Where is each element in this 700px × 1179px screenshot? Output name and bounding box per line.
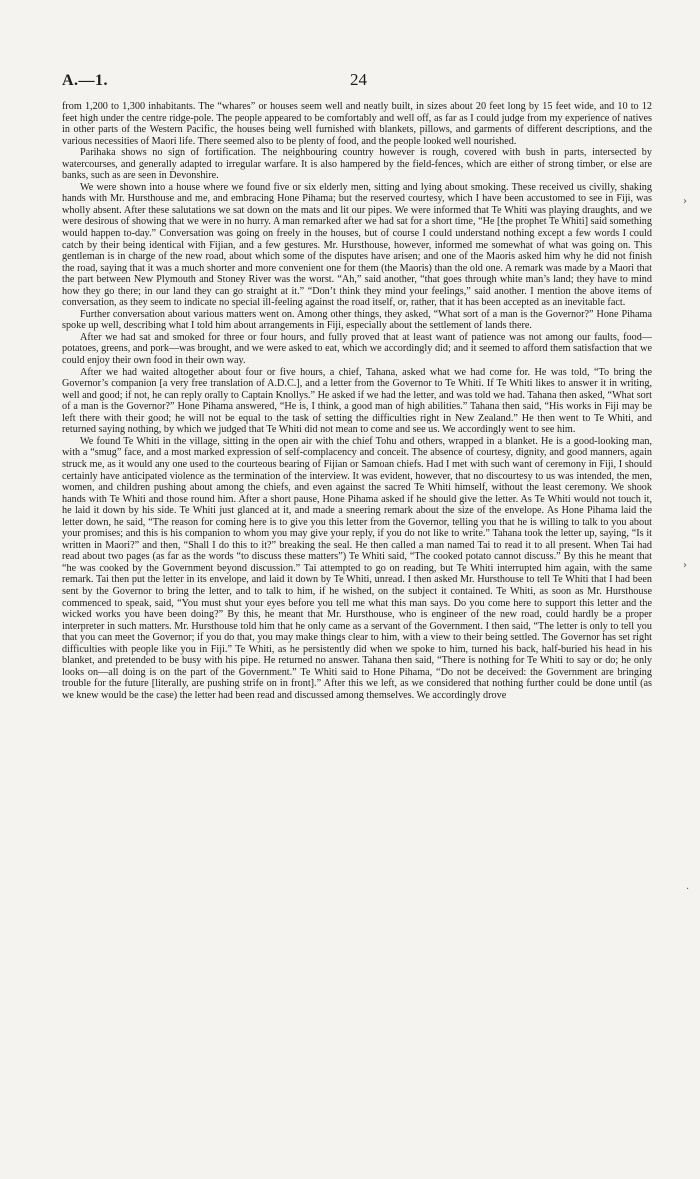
document-body: [62, 101, 652, 701]
paragraph-3: We were shown into a house where we found five or six elderly men, sitting and lying about smoking. These received us civilly, shaking hands with Mr. Hursthouse and me, and embracing Hone Pihama; but the reserved courtesy, which I have been accustomed to see in Fiji, was wholly absent. After these salutations we sat down on the mats and lit our pipes. We were informed that Te Whiti was playing draughts, and we were desirous of showing that we were in no hurry. A man remarked after we had sat for a short time, “He [the prophet Te Whiti] said something would happen to-day.” Conversation was going on freely in the houses, but of course I could understand nothing except a few words I could catch by their being identical with Fijian, and a few gestures. Mr. Hursthouse, however, informed me somewhat of what was going on. This gentleman is in charge of the new road, about which some of the disputes have arisen; and one of the Maoris asked him why he did not finish the road, saying that it was a much shorter and more convenient one for them (the Maoris) than the old one. A remark was made by a Maori that the part between New Plymouth and Stoney River was the worst. “Ah,” said another, “that goes through white man’s land; they have to mind how they go there; in our land they can go straight at it.” “Don’t think they mind your feelings,” said another. I mention the above items of conversation, as they seem to indicate no special ill-feeling against the road itself, or, rather, that it has been accepted as an inevitable fact.: [62, 181, 652, 309]
margin-tick-mark: ›: [683, 560, 687, 571]
paragraph-5: After we had sat and smoked for three or four hours, and fully proved that at least want of patience was not among our faults, food—potatoes, greens, and pork—was brought, and we were asked to eat, which we accordingly did; and it seemed to afford them satisfaction that we could enjoy their own food in their own way.: [62, 331, 652, 367]
margin-tick-mark: ›: [683, 196, 687, 207]
paragraph-2: Parihaka shows no sign of fortification. The neighbouring country however is rough, covered with bush in parts, intersected by watercourses, and generally adapted to irregular warfare. It is also hampered by the field-fences, which are either of strong timber, or else are banks, such as are seen in Devonshire.: [62, 147, 652, 182]
paragraph-6: After we had waited altogether about four or five hours, a chief, Tahana, asked what we had come for. He was told, “To bring the Governor’s companion [a very free translation of A.D.C.], and a letter from the Governor to Te Whiti. If Te Whiti likes to answer it in writing, well and good; if not, he can reply orally to Captain Knollys.” He asked if we had the letter, and was told we had. Tahana then asked, “What sort of a man is the Governor?” Hone Pihama answered, “He is, I think, a good man of high abilities.” Tahana then said, “His works in Fiji may be left there with their good; he will not be equal to the task of setting the difficulties right in New Zealand.” He then went to Te Whiti, and returned saying nothing, by which we judged that Te Whiti did not mean to come and see us. We accordingly went to see him.: [62, 366, 652, 436]
paragraph-4: Further conversation about various matters went on. Among other things, they asked, “What sort of a man is the Governor?” Hone Pihama spoke up well, describing what I told him about arrangements in Fiji, especially about the settlement of lands there.: [62, 308, 652, 332]
page-number: 24: [350, 70, 367, 89]
margin-tick-mark: ·: [686, 884, 690, 895]
paragraph-7: We found Te Whiti in the village, sitting in the open air with the chief Tohu and others, wrapped in a blanket. He is a good-looking man, with a “smug” face, and a most marked expression of self-complacency and conceit. The absence of courtesy, dignity, and good manners, again struck me, as it would any one used to the courteous bearing of Fijian or Samoan chiefs. Had I met with such want of ceremony in Fiji, I should certainly have anticipated violence as the termination of the interview. It was evident, however, that no discourtesy to us was intended, the men, women, and children pushing about among the chiefs, and even against the sacred Te Whiti himself, without the least ceremony. We shook hands with Te Whiti and those round him. After a short pause, Hone Pihama asked if he should give the letter. As Te Whiti would not touch it, he laid it down by his side. Te Whiti just glanced at it, and made a sneering remark about the size of the envelope. As Hone Pihama laid the letter down, he said, “The reason for coming here is to give you this letter from the Governor, telling you that he is willing to talk to you about your promises; and this is his companion to whom you may give your reply, if you do not like to write.” Tahana took the letter up, saying, “Is it written in Maori?” and then, “Shall I do this to it?” breaking the seal. He then called a man named Tai to read it to all present. When Tai had read about two pages (as far as the words “to discuss these matters”) Te Whiti said, “The cooked potato cannot discuss.” By this he meant that “he was cooked by the Government beyond discussion.” Tai attempted to go on reading, but Te Whiti interrupted him again, with the same remark. Tai then put the letter in its envelope, and laid it down by Te Whiti, unread. I then asked Mr. Hursthouse to tell Te Whiti that I had been sent by the Governor to bring the letter, and to talk to him, if he wished, on the subject it contained. Te Whiti, as soon as Mr. Hursthouse commenced to speak, said, “You must shut your eyes before you tell me what this man says. Do you come here to support this letter and the wicked works you have been doing?” By this, he meant that Mr. Hursthouse, who is engineer of the new road, could hardly be a proper interpreter in such matters. Mr. Hursthouse told him that he only came as a servant of the Government. I then said, “The letter is only to tell you that you can meet the Governor; if you do that, you may make things clear to him, with a view to their being settled. The Governor has set right difficulties with people like you in Fiji.” Te Whiti, as he persistently did when we spoke to him, turned his back, half-buried his head in his blanket, and pretended to be busy with his pipe. He returned no answer. Tahana then said, “There is nothing for Te Whiti to say or do; he only looks on—all doing is on the part of the Government.” Te Whiti said to Hone Pihama, “Do not be deceived: the Government are bringing trouble for the future [literally, are pushing strife on in front].” After this we left, as we considered that nothing further could be done until (as we knew would be the case) the letter had been read and discussed among themselves. We accordingly drove: [62, 435, 652, 701]
paragraph-1: from 1,200 to 1,300 inhabitants. The “whares” or houses seem well and neatly built, in sizes about 20 feet long by 15 feet wide, and 10 to 12 feet high under the centre ridge-pole. The people appeared to be comfortably and well off, as far as I could judge from my experience of natives in other parts of the Western Pacific, the houses being well furnished with blankets, pillows, and garments of different descriptions, and the various necessities of Maori life. There seemed also to be plenty of food, and the people looked well nourished.: [62, 101, 652, 147]
page-header: [62, 72, 652, 94]
document-reference: A.—1.: [62, 72, 109, 89]
